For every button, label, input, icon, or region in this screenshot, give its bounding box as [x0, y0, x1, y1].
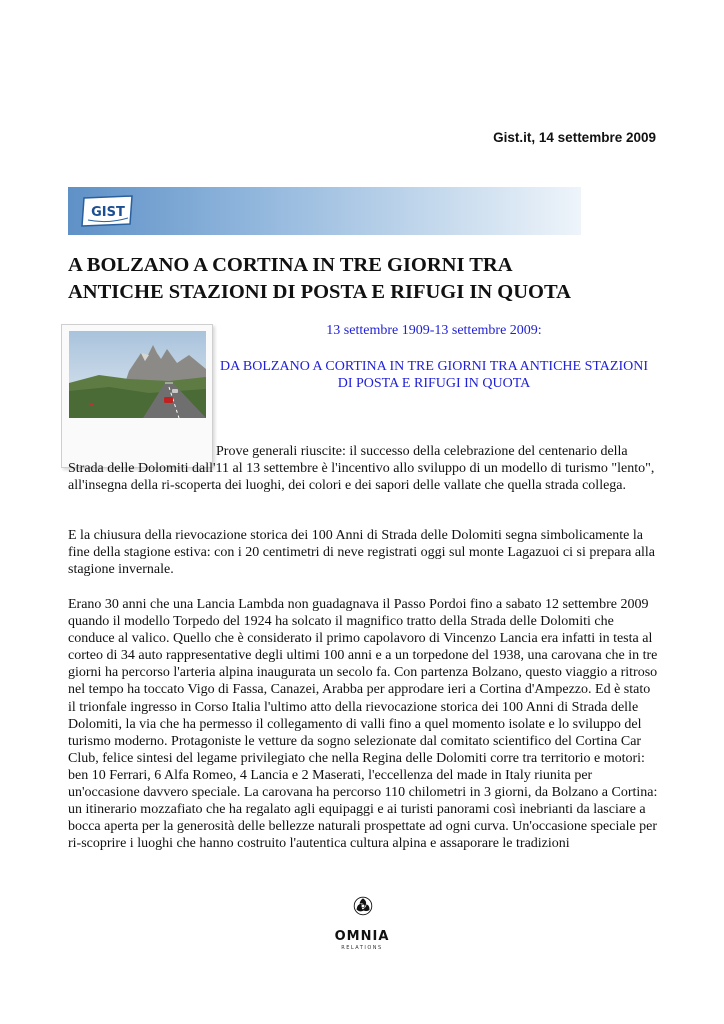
article-headline: [68, 252, 668, 306]
article-paragraph-3: Erano 30 anni che una Lancia Lambda non guadagnava il Passo Pordoi fino a sabato 12 settembre 2009 quando il modello Torpedo del 1924 ha solcato il magnifico tratto della Strada delle Dolomiti che conduce al valico. Quello che è considerato il primo capolavoro di Vincenzo Lancia era infatti in testa al corteo di 34 auto rappresentative degli ultimi 100 anni e a un torpedone del 1938, una carovana che in tre giorni ha percorso l'arteria alpina inaugurata un secolo fa. Con partenza Bolzano, questo viaggio a ritroso nel tempo ha toccato Vigo di Fassa, Canazei, Arabba per approdare ieri a Cortina d'Ampezzo. Ed è stato il trionfale ingresso in Corso Italia l'ultimo atto della rievocazione storica dei 100 Anni di Strada delle Dolomiti, la via che ha permesso il collegamento di valli fino a quel momento isolate e lo sviluppo del turismo moderno. Protagoniste le vetture da sogno selezionate dal comitato scientifico del Cortina Car Club, felice sintesi del legame privilegiato che nella Regina delle Dolomiti corre tra territorio e motori: ben 10 Ferrari, 6 Alfa Romeo, 4 Lancia e 2 Maserati, l'eccellenza del made in Italy riunita per un'occasione davvero speciale. La carovana ha percorso 110 chilometri in 3 giorni, da Bolzano a Cortina: un itinerario mozzafiato che ha regalato agli equipaggi e ai turisti panorami così inebrianti da lasciare a bocca aperta per la generosità delle bellezze naturali prospettate ad ogni curva. Un'occasione speciale per ri-scoprire i luoghi che hanno costruito l'autentica cultura alpina e assaporare le tradizioni: [68, 597, 658, 852]
mountain-road-photo: [69, 331, 206, 418]
headline-line-1: A BOLZANO A CORTINA IN TRE GIORNI TRA: [68, 254, 513, 276]
source-date-line: Gist.it, 14 settembre 2009: [493, 130, 656, 145]
omnia-logo-name: OMNIA: [334, 929, 390, 944]
gist-banner: [68, 187, 581, 235]
article-subtitle-title: DA BOLZANO A CORTINA IN TRE GIORNI TRA ANTICHE STAZIONI DI POSTA E RIFUGI IN QUOTA: [219, 359, 649, 391]
svg-text:GIST: GIST: [91, 205, 125, 220]
article-subtitle-dates: 13 settembre 1909-13 settembre 2009:: [326, 323, 542, 338]
article-paragraph-2: E la chiusura della rievocazione storica dei 100 Anni di Strada delle Dolomiti segna simbolicamente la fine della stagione estiva: con i 20 centimetri di neve registrati oggi sul monte Lagazuoi ci si prepara alla stagione invernale.: [68, 528, 656, 578]
headline-line-2: ANTICHE STAZIONI DI POSTA E RIFUGI IN QUOTA: [68, 281, 571, 303]
article-paragraph-1: Prove generali riuscite: il successo della celebrazione del centenario della Strada delle Dolomiti dall'11 al 13 settembre è l'incentivo allo sviluppo di un modello di turismo "lento", all'insegna della ri-scoperta dei luoghi, dei colori e dei sapori delle vallate che quella strada collega.: [68, 444, 655, 494]
gist-logo-icon: [78, 194, 138, 228]
omnia-logo-subtext: RELATIONS: [341, 945, 383, 951]
omnia-logo-icon: [334, 896, 392, 930]
